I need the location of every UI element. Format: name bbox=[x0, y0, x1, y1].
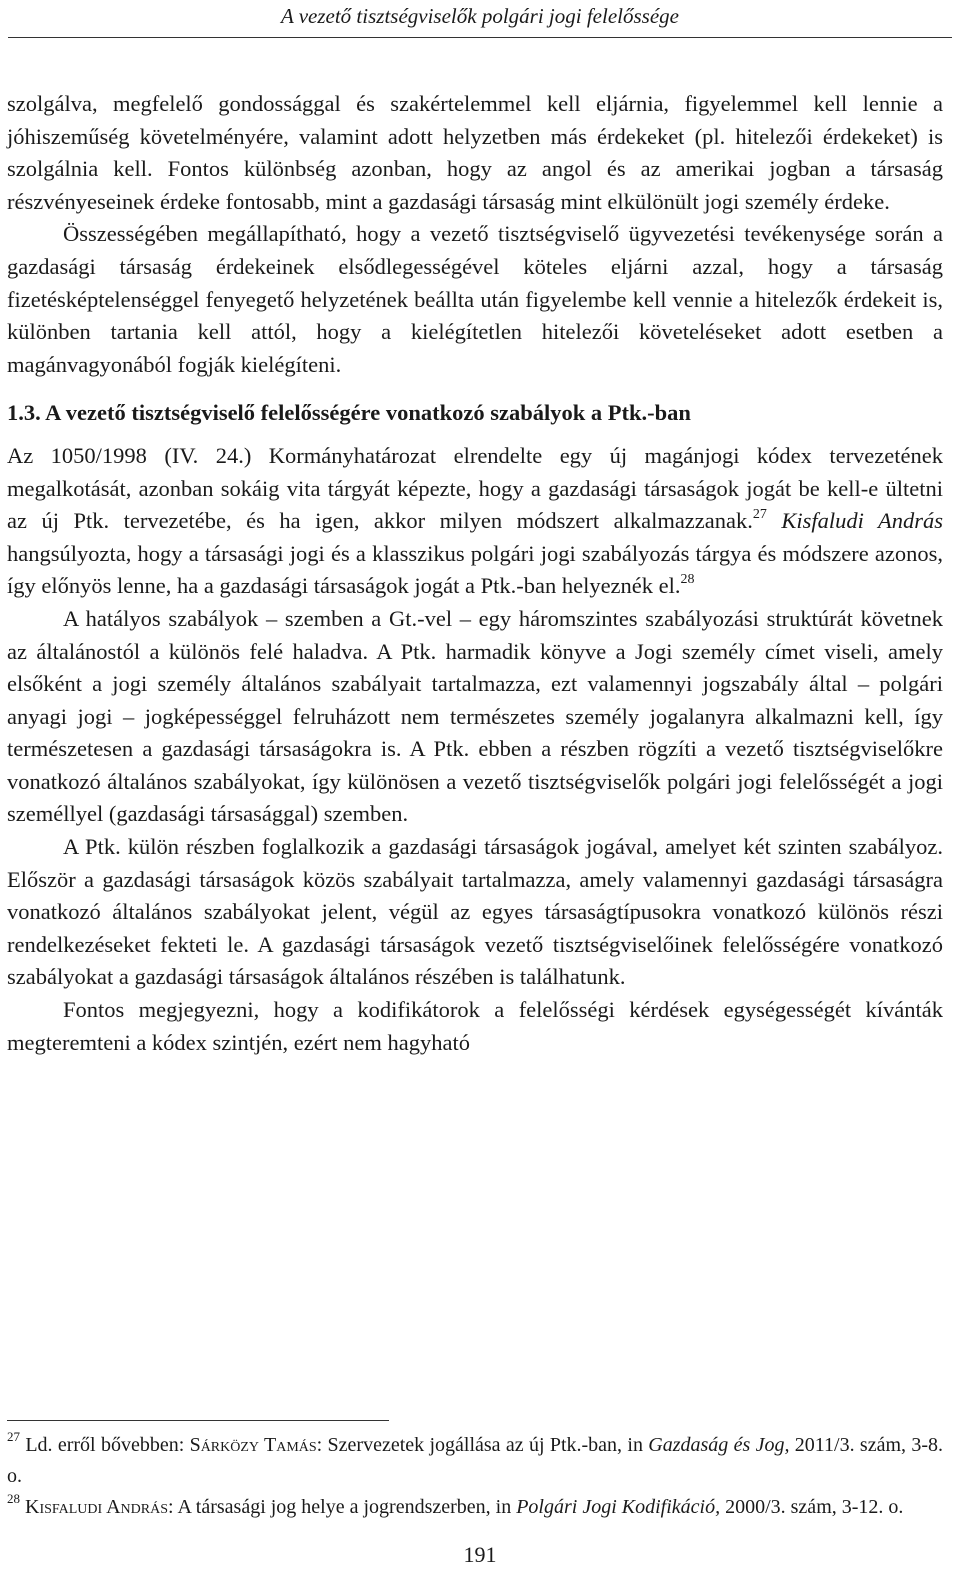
footnote-27-number: 27 bbox=[7, 1429, 20, 1445]
paragraph-1: szolgálva, megfelelő gondossággal és szakértelemmel kell eljárnia, figyelemmel kell lennie a jóhiszeműség követelményére, valamint adott helyzetben más érdekeket (pl. hitelezői érdekeket) is szolgálnia kell. Fontos különbség azonban, hogy az angol és az amerikai jogban a társaság részvényeseinek érdeke fontosabb, mint a gazdasági társaság mint elkülönült jogi személy érdeke. bbox=[7, 91, 943, 214]
footnote-27-title: : Szervezetek jogállása az új Ptk.-ban, in bbox=[316, 1434, 649, 1456]
running-header: A vezető tisztségviselők polgári jogi felelőssége bbox=[281, 4, 679, 28]
footnote-28-journal: Polgári Jogi Kodifikáció, bbox=[516, 1496, 721, 1518]
footnote-28-number: 28 bbox=[7, 1491, 20, 1507]
page-number: 191 bbox=[463, 1542, 497, 1567]
footnote-28 bbox=[7, 1492, 943, 1523]
footnote-28-source: 2000/3. szám, 3-12. o. bbox=[720, 1496, 904, 1518]
footnote-27-author: Sárközy Tamás bbox=[189, 1434, 317, 1456]
footnote-27-journal: Gazdaság és Jog, bbox=[648, 1434, 790, 1456]
author-name: Kisfaludi András bbox=[781, 508, 943, 534]
footnote-ref-28: 28 bbox=[680, 571, 695, 587]
header-rule bbox=[8, 37, 952, 38]
footnote-27 bbox=[7, 1430, 943, 1492]
section-heading: 1.3. A vezető tisztségviselő felelősségére vonatkozó szabályok a Ptk.-ban bbox=[7, 400, 691, 426]
paragraph-3-text-b: hangsúlyozta, hogy a társasági jogi és a klasszikus polgári jogi szabályozás tárgya és módszere azonos, így előnyös lenne, ha a gazdasági társaságok jogát a Ptk.-ban helyeznék el. bbox=[7, 540, 943, 599]
paragraph-3-text-a: Az 1050/1998 (IV. 24.) Kormányhatározat elrendelte egy új magánjogi kódex tervezetének megalkotását, azonban sokáig vita tárgyát képezte, hogy a gazdasági társaságok jogát be kell-e ültetni az új Ptk. tervezetébe, és ha igen, akkor milyen módszert alkalmazzanak. bbox=[7, 442, 943, 534]
paragraph-3 bbox=[7, 440, 943, 603]
paragraph-2: Összességében megállapítható, hogy a vezető tisztségviselő ügyvezetési tevékenysége során a gazdasági társaság érdekeinek elsődlegességével köteles eljárni azzal, hogy a társaság fizetésképtelenséggel fenyegető helyzetének beállta után figyelembe kell vennie a hitelezők érdekeit is, különben tartania kell attól, hogy a kielégítetlen hitelezői követeléseket adott esetben a magánvagyonából fogják kielégíteni. bbox=[7, 221, 943, 377]
footnote-28-author: Kisfaludi András bbox=[25, 1496, 168, 1518]
footnotes bbox=[7, 1430, 943, 1523]
footnote-28-title: : A társasági jog helye a jogrendszerben, in bbox=[167, 1496, 517, 1518]
paragraph-5: A Ptk. külön részben foglalkozik a gazdasági társaságok jogával, amelyet két szinten szabályoz. Először a gazdasági társaságok közös szabályait tartalmazza, amely valamennyi gazdasági társaságra vonatkozó általános szabályokat jelent, végül az egyes társaságtípusokra vonatkozó különös részi rendelkezéseket fekteti le. A gazdasági társaságok vezető tisztségviselőinek felelősségére vonatkozó szabályokat a gazdasági társaságok általános részében is találhatunk. bbox=[7, 834, 943, 990]
footnote-27-source: 2011/3. szám, 3-8. o. bbox=[7, 1434, 944, 1487]
paragraph-6: Fontos megjegyezni, hogy a kodifikátorok a felelősségi kérdések egységességét kívánták megteremteni a kódex szintjén, ezért nem hagyható bbox=[7, 997, 943, 1055]
main-text bbox=[7, 88, 943, 1059]
footnote-ref-27: 27 bbox=[752, 506, 767, 522]
footnote-27-text: Ld. erről bővebben: bbox=[20, 1434, 190, 1456]
footnote-rule bbox=[7, 1420, 389, 1421]
paragraph-4: A hatályos szabályok – szemben a Gt.-vel – egy háromszintes szabályozási struktúrát követnek az általánostól a különös felé haladva. A Ptk. harmadik könyve a Jogi személy címet viseli, amely elsőként a jogi személy általános szabályait tartalmazza, ezt valamennyi jogszabály által – polgári anyagi jogi – jogképességgel felruházott nem természetes személy jogalanyra alkalmazni kell, így természetesen a gazdasági társaságokra is. A Ptk. ebben a részben rögzíti a vezető tisztségviselőkre vonatkozó általános szabályokat, így különösen a vezető tisztségviselők polgári jogi felelősségét a jogi személlyel (gazdasági társasággal) szemben. bbox=[7, 605, 943, 827]
